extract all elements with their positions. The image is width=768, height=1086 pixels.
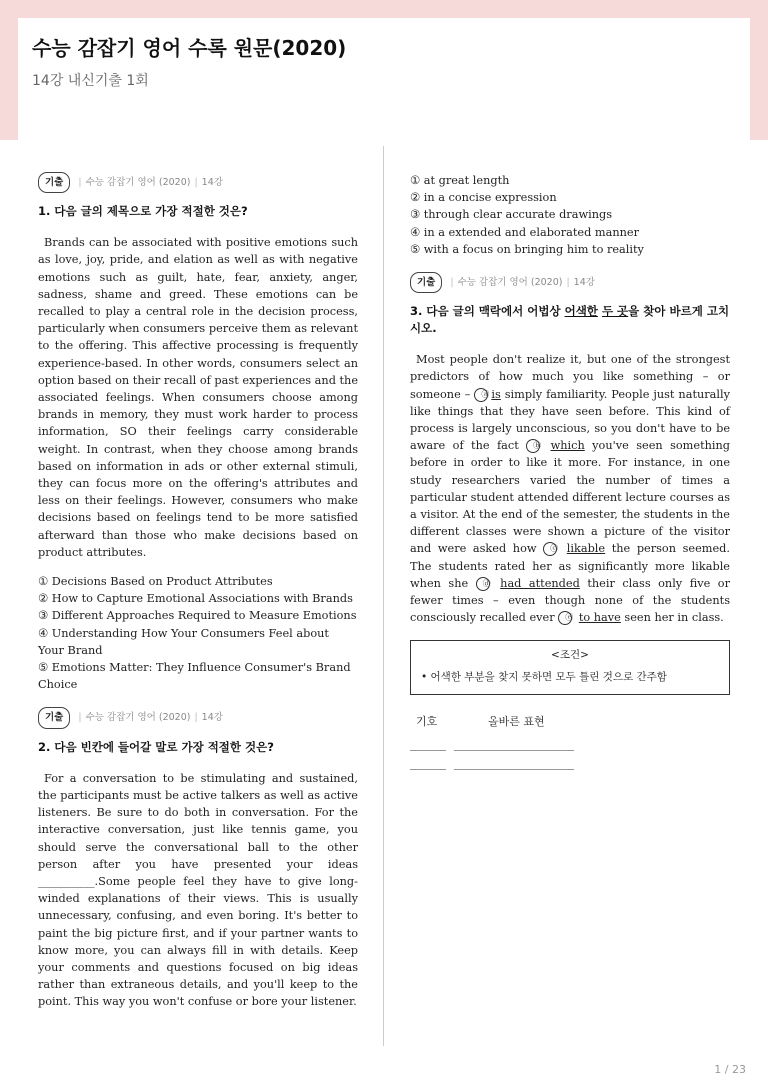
title-underline: 두 곳 — [601, 304, 629, 319]
marker-e: ⓔ — [558, 611, 572, 625]
answer-header — [410, 713, 730, 730]
question-1-passage: Brands can be associated with positive emotions such as love, joy, pride, and elation as well as with negative emotions such as guilt, hate, fear, anxiety, anger, sadness, shame and greed. These emotions can be recalled to play a central role in the decision process, particularly when consumers perceive them as relevant to the offering. This affective processing is frequently experience-based. In other words, consumers select an option based on their recall of past experiences and the associated feelings. When consumers choose among brands in memory, they must work harder to process information, SO their feelings carry considerable weight. In contrast, when they choose among brands based on information in ads or other external stimuli, they can focus more on the offering's attributes and less on their feelings. However, consumers who make decisions based on feelings tend to be more satisfied afterward than those who make decisions based on product attributes. — [38, 236, 359, 559]
option: ⑤ with a focus on bringing him to reality — [410, 242, 644, 256]
marker-a: ⓐ — [474, 388, 488, 402]
source-lesson: 14강 — [201, 177, 223, 188]
answer-expression-blank[interactable] — [454, 736, 574, 751]
answer-header-symbol: 기호 — [416, 714, 438, 728]
underlined-phrase: which — [550, 439, 585, 453]
answer-row[interactable] — [410, 736, 730, 751]
question-3-passage — [410, 351, 730, 626]
answer-expression-blank[interactable] — [454, 755, 574, 770]
source-book: 수능 감잡기 영어 (2020) — [85, 712, 191, 724]
question-1-title: 1. 다음 글의 제목으로 가장 적절한 것은? — [38, 204, 248, 219]
source-line-q2 — [38, 707, 358, 728]
separator: | — [78, 177, 82, 188]
marker-c: ⓒ — [543, 542, 557, 556]
passage-text: simply familiarity. People just naturally like things that they have seen before. This kind of process is largely unconscious, so you don't have to be aware of the fact — [410, 387, 731, 453]
condition-box — [410, 640, 730, 694]
title-part: 을 찾아 바르게 고치시오. — [410, 304, 730, 336]
source-book: 수능 감잡기 영어 (2020) — [457, 277, 563, 289]
separator: | — [450, 277, 454, 289]
option: ① Decisions Based on Product Attributes — [38, 575, 273, 589]
question-3-title — [410, 303, 730, 337]
separator: | — [194, 712, 198, 724]
answer-table — [410, 713, 730, 770]
source-lesson: 14강 — [201, 712, 223, 724]
source-badge: 기출 — [410, 272, 442, 293]
option: ② How to Capture Emotional Associations with Brands — [38, 592, 353, 606]
question-2-title: 2. 다음 빈칸에 들어갈 말로 가장 적절한 것은? — [38, 739, 274, 754]
passage-text: Most people don't realize it, but one of the strongest predictors of how much you like something – or someone – — [410, 353, 730, 401]
marker-b: ⓑ — [526, 439, 540, 453]
question-2-options — [410, 172, 730, 258]
source-badge: 기출 — [38, 707, 70, 728]
underlined-phrase: likable — [566, 542, 606, 556]
option: ③ through clear accurate drawings — [410, 208, 613, 222]
option: ⑤ Emotions Matter: They Influence Consumer's Brand Choice — [38, 661, 351, 692]
answer-symbol-blank[interactable] — [410, 755, 446, 770]
left-column — [38, 172, 358, 1023]
answer-row[interactable] — [410, 755, 730, 770]
column-divider — [383, 146, 384, 1046]
underlined-phrase: to have — [578, 611, 621, 625]
page-title: 수능 감잡기 영어 수록 원문(2020) — [32, 36, 347, 60]
option: ① at great length — [410, 174, 510, 187]
option: ② in a concise expression — [410, 191, 557, 205]
page-number: 1 / 23 — [714, 1063, 746, 1076]
title-part: 3. 다음 글의 맥락에서 어법상 — [410, 304, 565, 319]
answer-header-expression: 올바른 표현 — [488, 714, 545, 728]
question-1-options — [38, 573, 358, 693]
option: ③ Different Approaches Required to Measure Emotions — [38, 609, 357, 623]
source-lesson: 14강 — [573, 277, 595, 289]
title-underline: 어색한 — [564, 304, 598, 319]
separator: | — [194, 177, 198, 188]
answer-symbol-blank[interactable] — [410, 736, 446, 751]
marker-d: ⓓ — [476, 577, 490, 591]
passage-text: you've seen something before in order to like it more. For instance, in one study researchers varied the number of times a particular student attended different lecture courses as a visitor. At the end of the semester, the students in the different classes were shown a picture of the visitor and were asked how — [410, 439, 731, 556]
separator: | — [566, 277, 570, 289]
underlined-phrase: had attended — [500, 576, 580, 590]
source-badge: 기출 — [38, 172, 70, 193]
passage-text: seen her in class. — [620, 611, 724, 625]
option: ④ in a extended and elaborated manner — [410, 225, 639, 239]
passage-text: their class only five or fewer times – even though none of the students consciously recalled ever — [410, 576, 730, 625]
source-line-q3 — [410, 272, 730, 293]
passage-text: the person seemed. The students rated her as significantly more likable when she — [410, 542, 731, 590]
right-column — [410, 172, 730, 774]
condition-item: • 어색한 부분을 찾지 못하면 모두 틀린 것으로 간주함 — [421, 670, 667, 683]
source-book: 수능 감잡기 영어 (2020) — [85, 177, 191, 188]
option: ④ Understanding How Your Consumers Feel about Your Brand — [38, 626, 329, 657]
separator: | — [78, 712, 82, 724]
underlined-phrase: is — [491, 387, 501, 401]
source-line-q1 — [38, 172, 358, 193]
condition-title: <조건> — [551, 649, 589, 662]
question-2-passage: For a conversation to be stimulating and sustained, the participants must be active talkers as well as active listeners. Be sure to do both in conversation. For the interactive conversation, just like tennis game, you should serve the conversational ball to the other person after you have presented your ideas __________.Some people feel they have to give long-winded explanations of their views. This is usually unnecessary, confusing, and even boring. It's better to paint the big picture first, and if your partner wants to know more, you can always fill in with details. Keep your comments and questions focused on big ideas rather than extraneous details, and you'll keep to the point. This way you won't confuse or bore your listener. — [38, 771, 358, 1009]
page-subtitle: 14강 내신기출 1회 — [32, 73, 149, 89]
